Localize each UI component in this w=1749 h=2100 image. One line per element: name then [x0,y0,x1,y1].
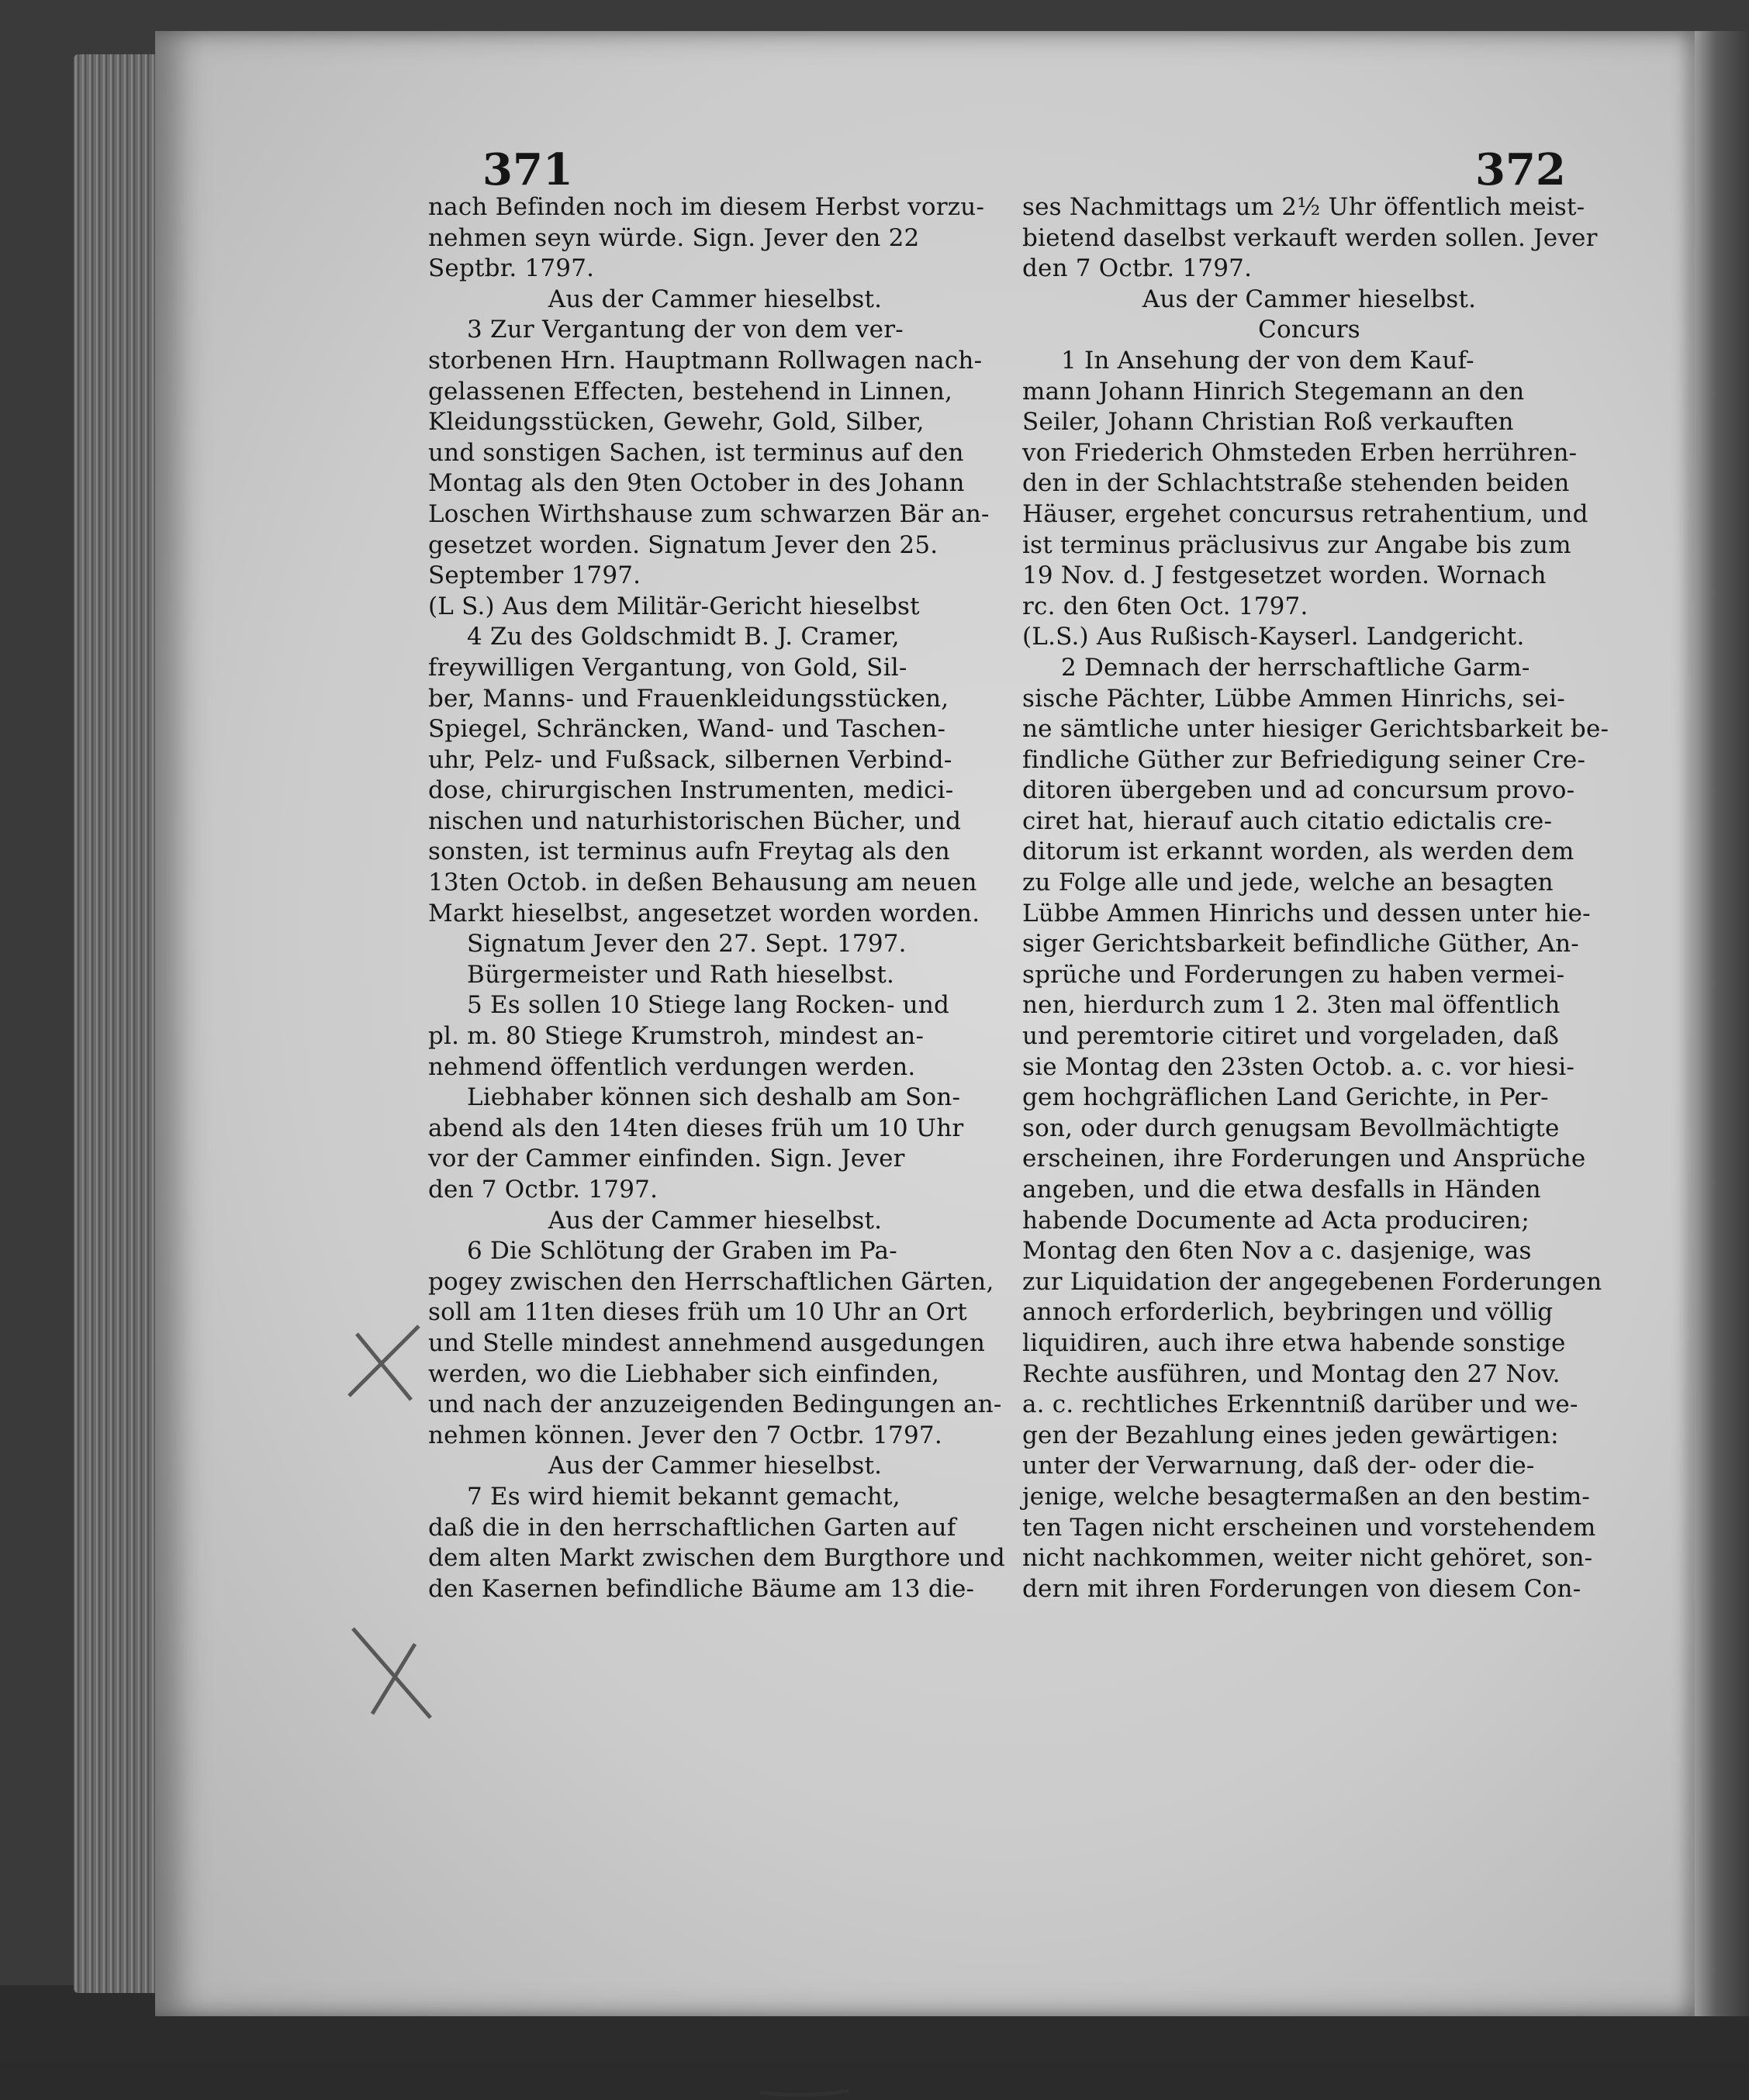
right-text-column [1022,192,1609,1604]
text-line: jenige, welche besagtermaßen an den bestim- [1022,1482,1591,1511]
text-line: pl. m. 80 Stiege Krumstroh, mindest an- [428,1022,925,1051]
text-line: und peremtorie citiret und vorgeladen, daß [1022,1022,1560,1051]
text-line: nehmend öffentlich verdungen werden. [428,1052,916,1081]
text-line: gem hochgräflichen Land Gerichte, in Per- [1022,1083,1549,1112]
text-line: Seiler, Johann Christian Roß verkauften [1022,408,1514,437]
text-line: den in der Schlachtstraße stehenden beiden [1022,469,1570,498]
text-line: zur Liquidation der angegebenen Forderungen [1022,1267,1602,1296]
section-heading: (L.S.) Aus Rußisch-Kayserl. Landgericht. [1022,623,1525,651]
text-line: den 7 Octbr. 1797. [1022,254,1253,283]
text-line: 4 Zu des Goldschmidt B. J. Cramer, [467,623,900,651]
text-line: 3 Zur Vergantung der von dem ver- [467,316,904,344]
section-heading: Aus der Cammer hieselbst. [1142,285,1477,313]
page-number-right: 372 [1475,144,1566,195]
text-line: annoch erforderlich, beybringen und völlig [1022,1298,1554,1327]
text-line: sie Montag den 23sten Octob. a. c. vor hiesi- [1022,1052,1575,1081]
text-line: storbenen Hrn. Hauptmann Rollwagen nach- [428,346,983,375]
text-line: ditorum ist erkannt worden, als werden dem [1022,838,1574,866]
text-line: 1 In Ansehung der von dem Kauf- [1061,346,1474,375]
text-line: soll am 11ten dieses früh um 10 Uhr an Ort [428,1298,967,1327]
text-line: nischen und naturhistorischen Bücher, und [428,806,962,835]
book-page-edges [74,54,167,1993]
section-heading: Bürgermeister und Rath hieselbst. [467,960,895,989]
text-line: unter der Verwarnung, daß der- oder die- [1022,1452,1535,1480]
text-line: nehmen können. Jever den 7 Octbr. 1797. [428,1421,942,1449]
text-line: erscheinen, ihre Forderungen und Ansprüche [1022,1145,1586,1173]
text-line: und nach der anzuzeigenden Bedingungen an- [428,1390,1002,1419]
text-line: 7 Es wird hiemit bekannt gemacht, [467,1482,900,1511]
left-text-column [428,192,1005,1604]
section-heading: Concurs [1258,316,1360,344]
text-line: vor der Cammer einfinden. Sign. Jever [428,1145,905,1173]
text-line: ditoren übergeben und ad concursum provo- [1022,776,1575,805]
section-heading: Aus der Cammer hieselbst. [548,285,883,313]
text-line: gelassenen Effecten, bestehend in Linnen, [428,377,953,406]
text-line: dem alten Markt zwischen dem Burgthore und [428,1544,1005,1573]
text-line: von Friederich Ohmsteden Erben herrühren- [1022,438,1578,467]
text-line: Montag als den 9ten October in des Johann [428,469,965,498]
text-line: uhr, Pelz- und Fußsack, silbernen Verbind- [428,745,952,774]
text-line: nach Befinden noch im diesem Herbst vorzu- [428,193,985,221]
text-line: ses Nachmittags um 2½ Uhr öffentlich meist- [1022,193,1585,221]
text-line: Lübbe Ammen Hinrichs und dessen unter hie- [1022,899,1591,927]
section-heading: Aus der Cammer hieselbst. [548,1206,883,1235]
text-line: und Stelle mindest annehmend ausgedungen [428,1328,985,1357]
text-line: Rechte ausführen, und Montag den 27 Nov. [1022,1359,1561,1388]
text-line: 13ten Octob. in deßen Behausung am neuen [428,869,977,897]
text-line: habende Documente ad Acta produciren; [1022,1206,1530,1235]
text-line: freywilligen Vergantung, von Gold, Sil- [428,653,907,682]
text-line: Spiegel, Schräncken, Wand- und Taschen- [428,715,946,744]
text-line: Liebhaber können sich deshalb am Son- [467,1083,961,1112]
text-line: son, oder durch genugsam Bevollmächtigte [1022,1114,1560,1142]
text-line: September 1797. [428,561,641,590]
pencil-underline [756,2084,857,2100]
text-line: gesetzet worden. Signatum Jever den 25. [428,530,938,559]
text-line: ist terminus präclusivus zur Angabe bis zum [1022,530,1571,559]
text-line: a. c. rechtliches Erkenntniß darüber und we- [1022,1390,1578,1419]
text-line: abend als den 14ten dieses früh um 10 Uhr [428,1114,964,1142]
text-line: nicht nachkommen, weiter nicht gehöret, son- [1022,1544,1593,1573]
text-line: findliche Güther zur Befriedigung seiner Cre- [1022,745,1586,774]
text-line: Kleidungsstücken, Gewehr, Gold, Silber, [428,408,925,437]
text-line: ber, Manns- und Frauenkleidungsstücken, [428,684,949,713]
page-fore-edge [1695,31,1749,2016]
pencil-cross-mark [341,1613,442,1729]
section-heading: Aus der Cammer hieselbst. [548,1452,883,1480]
text-line: daß die in den herrschaftlichen Garten auf [428,1513,956,1542]
text-line: sische Pächter, Lübbe Ammen Hinrichs, sei- [1022,684,1565,713]
text-line: sprüche und Forderungen zu haben vermei- [1022,960,1565,989]
text-line: zu Folge alle und jede, welche an besagten [1022,869,1554,897]
text-line: Septbr. 1797. [428,254,595,283]
text-line: ne sämtliche unter hiesiger Gerichtsbarkeit be- [1022,715,1609,744]
page-number-left: 371 [482,144,573,195]
text-line: rc. den 6ten Oct. 1797. [1022,592,1308,620]
text-line: nen, hierdurch zum 1 2. 3ten mal öffentlich [1022,991,1561,1020]
text-line: ciret hat, hierauf auch citatio edictalis cre- [1022,806,1553,835]
text-line: und sonstigen Sachen, ist terminus auf den [428,438,964,467]
text-line: Montag den 6ten Nov a c. dasjenige, was [1022,1237,1532,1266]
pencil-cross-mark [334,1311,434,1411]
text-line: gen der Bezahlung eines jeden gewärtigen: [1022,1421,1559,1449]
text-line: Häuser, ergehet concursus retrahentium, und [1022,499,1588,528]
text-line: 6 Die Schlötung der Graben im Pa- [467,1237,897,1266]
text-line: ten Tagen nicht erscheinen und vorstehendem [1022,1513,1596,1542]
section-heading: (L S.) Aus dem Militär-Gericht hieselbst [428,592,920,620]
text-line: Markt hieselbst, angesetzet worden worden. [428,899,980,927]
text-line: sonsten, ist terminus aufn Freytag als den [428,838,950,866]
text-line: Signatum Jever den 27. Sept. 1797. [467,930,907,958]
text-line: 5 Es sollen 10 Stiege lang Rocken- und [467,991,950,1020]
text-line: werden, wo die Liebhaber sich einfinden, [428,1359,940,1388]
text-line: siger Gerichtsbarkeit befindliche Güther, An- [1022,930,1579,958]
text-line: nehmen seyn würde. Sign. Jever den 22 [428,223,920,252]
text-line: bietend daselbst verkauft werden sollen. Jever [1022,223,1598,252]
text-line: 19 Nov. d. J festgesetzet worden. Wornach [1022,561,1547,590]
text-line: liquidiren, auch ihre etwa habende sonstige [1022,1328,1566,1357]
text-line: 2 Demnach der herrschaftliche Garm- [1061,653,1530,682]
text-line: angeben, und die etwa desfalls in Händen [1022,1176,1541,1204]
text-line: dern mit ihren Forderungen von diesem Con- [1022,1574,1581,1603]
text-line: pogey zwischen den Herrschaftlichen Gärten, [428,1267,994,1296]
text-line: den 7 Octbr. 1797. [428,1176,658,1204]
text-line: Loschen Wirthshause zum schwarzen Bär an- [428,499,990,528]
text-line: mann Johann Hinrich Stegemann an den [1022,377,1525,406]
text-line: den Kasernen befindliche Bäume am 13 die- [428,1574,975,1603]
text-line: dose, chirurgischen Instrumenten, medici- [428,776,954,805]
